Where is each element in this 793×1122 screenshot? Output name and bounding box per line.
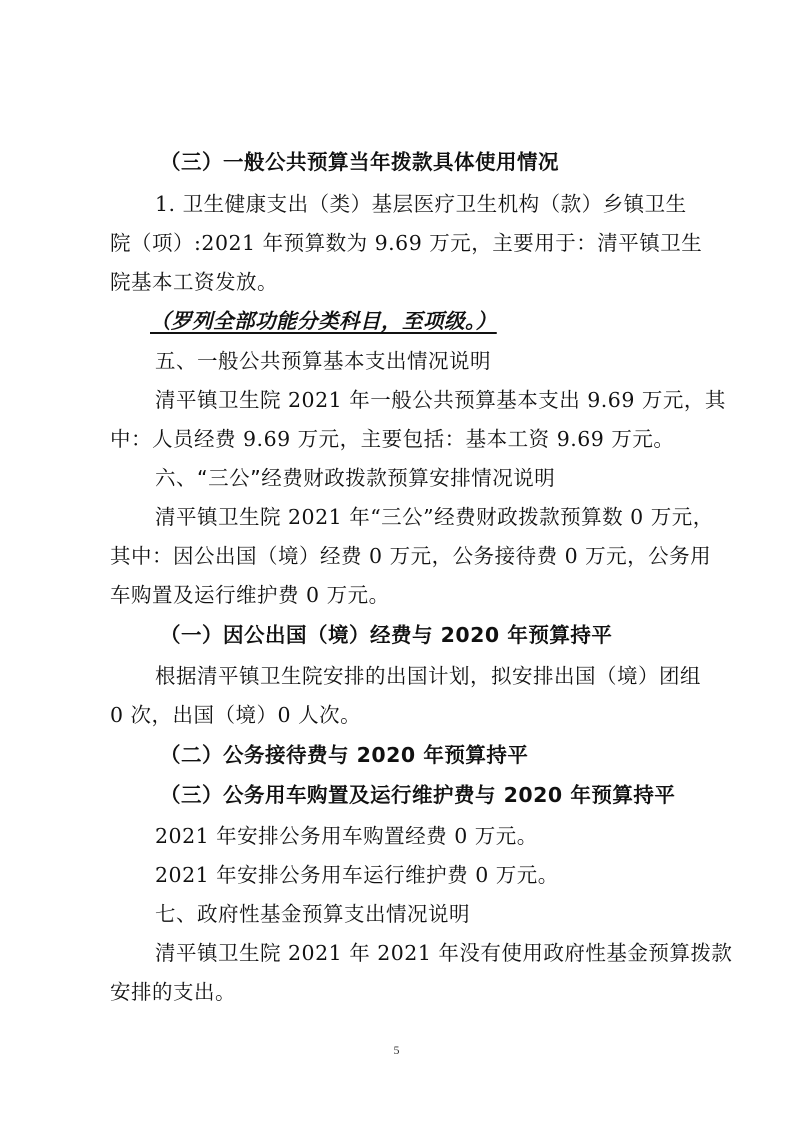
page-number: 5: [393, 1043, 400, 1057]
paragraph-line: 根据清平镇卫生院安排的出国计划，拟安排出国（境）团组: [155, 664, 701, 688]
paragraph-line: 2021 年安排公务用车购置经费 0 万元。: [155, 824, 538, 848]
paragraph-line: 清平镇卫生院 2021 年 2021 年没有使用政府性基金预算拨款: [155, 941, 733, 965]
paragraph-line: 0 次，出国（境）0 人次。: [110, 703, 362, 727]
section-heading-three-public: 六、“三公”经费财政拨款预算安排情况说明: [155, 466, 556, 490]
paragraph-line: 安排的支出。: [110, 980, 236, 1004]
section-heading-general-budget-usage: （三）一般公共预算当年拨款具体使用情况: [160, 150, 559, 174]
paragraph-line: 中：人员经费 9.69 万元，主要包括：基本工资 9.69 万元。: [110, 427, 675, 451]
paragraph-line: 2021 年安排公务用车运行维护费 0 万元。: [155, 863, 559, 887]
paragraph-line: 车购置及运行维护费 0 万元。: [110, 583, 390, 607]
paragraph-line: 院基本工资发放。: [110, 270, 278, 294]
subheading-overseas-travel: （一）因公出国（境）经费与 2020 年预算持平: [160, 623, 613, 647]
instruction-note: （罗列全部功能分类科目，至项级。）: [150, 309, 497, 333]
section-heading-government-fund: 七、政府性基金预算支出情况说明: [155, 902, 470, 926]
subheading-reception-fee: （二）公务接待费与 2020 年预算持平: [160, 743, 529, 767]
paragraph-line: 院（项）:2021 年预算数为 9.69 万元，主要用于：清平镇卫生: [110, 231, 703, 255]
section-heading-basic-expenditure: 五、一般公共预算基本支出情况说明: [155, 349, 491, 373]
paragraph-line: 清平镇卫生院 2021 年“三公”经费财政拨款预算数 0 万元，: [155, 505, 714, 529]
subheading-vehicle-fee: （三）公务用车购置及运行维护费与 2020 年预算持平: [160, 783, 676, 807]
paragraph-line: 其中：因公出国（境）经费 0 万元，公务接待费 0 万元，公务用: [110, 544, 712, 568]
paragraph-line: 清平镇卫生院 2021 年一般公共预算基本支出 9.69 万元，其: [155, 388, 726, 412]
paragraph-line: 1. 卫生健康支出（类）基层医疗卫生机构（款）乡镇卫生: [155, 192, 687, 216]
